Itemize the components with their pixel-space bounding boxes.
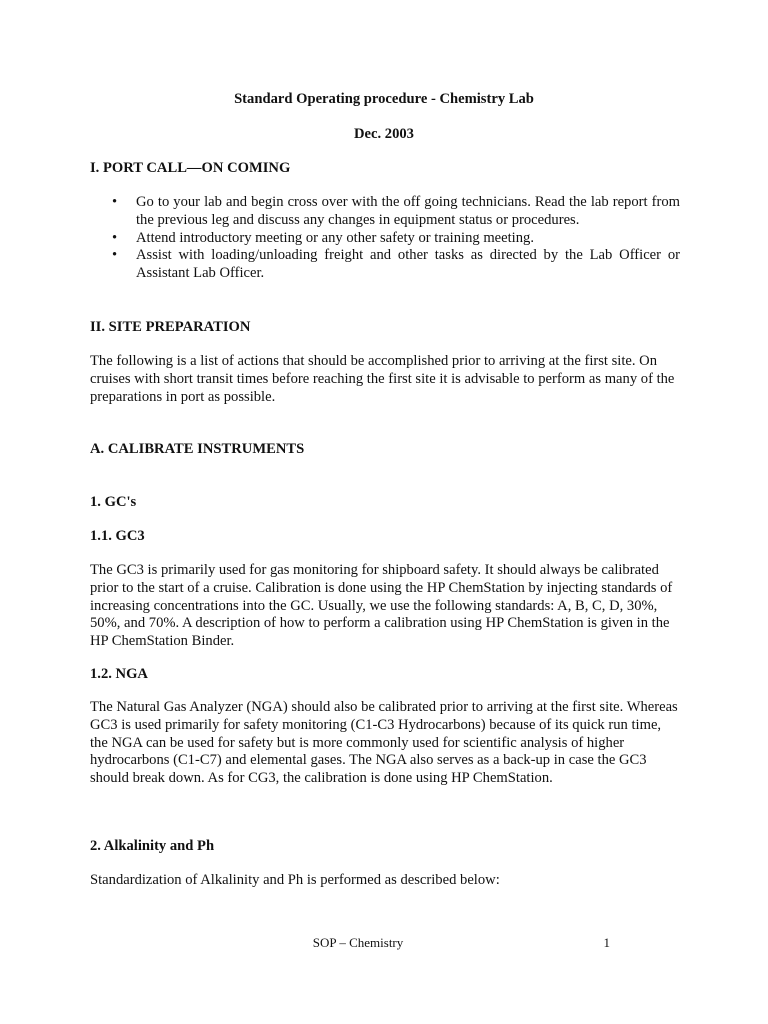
bullet-icon: • xyxy=(112,229,118,246)
nga-paragraph: The Natural Gas Analyzer (NGA) should also be calibrated prior to arriving at the first site. Whereas GC3 is used primarily for safety monitoring (C1-C3 Hydrocarbons) because of its quick run time, the NGA can be used for safety but is more commonly used for scientific analysis of higher hydrocarbons (C1-C7) and elemental gases. The NGA also serves as a back-up in case the GC3 should break down. As for CG3, the calibration is done using HP ChemStation. xyxy=(90,699,678,787)
alkalinity-paragraph: Standardization of Alkalinity and Ph is performed as described below: xyxy=(90,872,500,888)
list-item xyxy=(90,230,680,248)
port-call-bullet-list xyxy=(90,194,680,283)
heading-nga: 1.2. NGA xyxy=(90,666,148,682)
footer-page-number: 1 xyxy=(603,935,610,950)
document-title: Standard Operating procedure - Chemistry Lab xyxy=(234,91,534,107)
bullet-icon: • xyxy=(112,194,118,210)
section-heading-site-preparation: II. SITE PREPARATION xyxy=(90,319,251,335)
document-date: Dec. 2003 xyxy=(354,126,414,142)
section-heading-port-call: I. PORT CALL—ON COMING xyxy=(90,160,291,176)
heading-alkalinity-ph: 2. Alkalinity and Ph xyxy=(90,838,215,854)
gc3-paragraph: The GC3 is primarily used for gas monitoring for shipboard safety. It should always be calibrated prior to the start of a cruise. Calibration is done using the HP ChemStation by injecting standards of increasing concentrations into the GC. Usually, we use the following standards: A, B, C, D, 30%, 50%, and 70%. A description of how to perform a calibration using HP ChemStation is given in the HP ChemStation Binder. xyxy=(90,562,673,650)
heading-gcs: 1. GC's xyxy=(90,494,137,510)
list-item-text: Attend introductory meeting or any other safety or training meeting. xyxy=(136,229,534,246)
list-item-text: Go to your lab and begin cross over with the off going technicians. Read the lab report from the previous leg and discuss any changes in equipment status or procedures. xyxy=(136,194,680,228)
list-item xyxy=(90,194,680,230)
bullet-icon: • xyxy=(112,247,118,264)
site-preparation-paragraph: The following is a list of actions that should be accomplished prior to arriving at the first site. On cruises with short transit times before reaching the first site it is advisable to perform as many of the preparations in port as possible. xyxy=(90,353,675,405)
heading-gc3: 1.1. GC3 xyxy=(90,528,145,544)
subsection-heading-calibrate: A. CALIBRATE INSTRUMENTS xyxy=(90,441,305,457)
list-item xyxy=(90,247,680,283)
list-item-text: Assist with loading/unloading freight and other tasks as directed by the Lab Officer or Assistant Lab Officer. xyxy=(136,247,680,282)
footer-label: SOP – Chemistry xyxy=(312,935,404,950)
